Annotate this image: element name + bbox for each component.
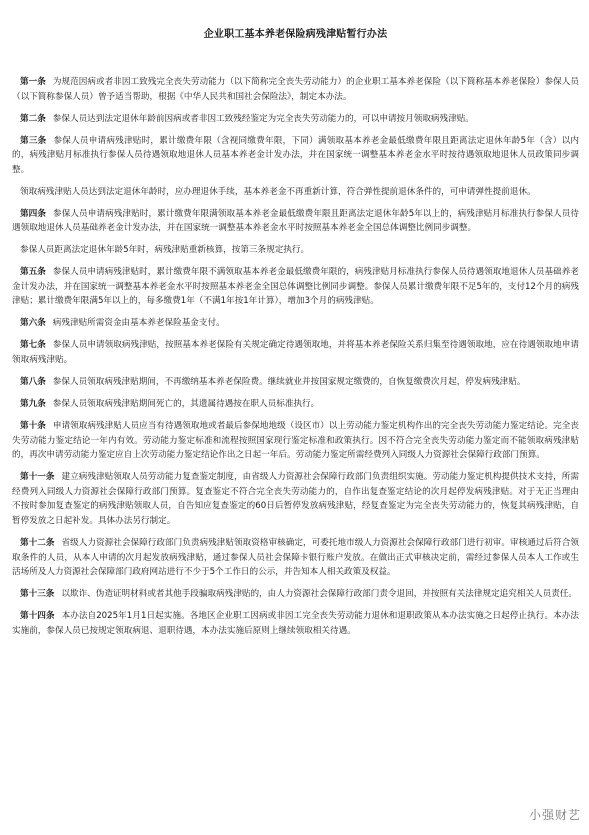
article-paragraph — [12, 397, 579, 412]
document-title: 企业职工基本养老保险病残津贴暂行办法 — [203, 29, 388, 40]
article-text: 领取病残津贴人员达到法定退休年龄时，应办理退休手续，基本养老金不再重新计算，符合弹性提前退休条件的，可申请弹性提前退休。 — [20, 186, 536, 197]
article-paragraph — [12, 338, 579, 367]
article-text: 参保人员领取病残津贴期间，不再缴纳基本养老保险费。继续就业并按国家规定缴费的，自恢复缴费次月起，停发病残津贴。 — [52, 377, 526, 388]
article-number: 第十二条 — [20, 537, 55, 548]
article-paragraph — [12, 536, 579, 580]
article-paragraph — [12, 134, 579, 178]
article-text: 参保人员申请病残津贴时，累计缴费年限不满领取基本养老金最低缴费年限的，病残津贴月标准执行参保人员待遇领取地退休人员基础养老金计发办法，并在国家统一调整基本养老金水平时按照基本养老金全国总体调整比例同步调整。参保人员累计缴费年限不足5年的，支付12个月的病残津贴；累计缴费年限满5年以上的，每多缴费1年（不满1年按1年计算），增加3个月的病残津贴。 — [12, 267, 579, 307]
article-paragraph — [12, 207, 579, 236]
article-paragraph — [12, 316, 579, 331]
article-number: 第十四条 — [20, 611, 55, 622]
article-paragraph — [12, 609, 579, 638]
article-text: 建立病残津贴领取人员劳动能力复查鉴定制度，由省级人力资源社会保障行政部门负责组织实施。劳动能力鉴定机构提供技术支持，所需经费列入同级人力资源社会保障行政部门预算。复查鉴定不符合完全丧失劳动能力的，自作出复查鉴定结论的次月起停发病残津贴。对于无正当理由不按时参加复查鉴定的病残津贴领取人员，自告知应复查鉴定的60日后暂停发放病残津贴，经复查鉴定为完全丧失劳动能力的，恢复其病残津贴，自暂停发放之日起补发。具体办法另行制定。 — [12, 472, 579, 526]
article-text: 为规范因病或者非因工致残完全丧失劳动能力（以下简称完全丧失劳动能力）的企业职工基本养老保险（以下简称基本养老保险）参保人员（以下简称参保人员）曾予适当帮助，根据《中华人民共和国社会保险法》，制定本办法。 — [12, 77, 579, 102]
article-text: 申请领取病残津贴人员应当有待遇领取地或者最后参保地地级（设区市）以上劳动能力鉴定机构作出的完全丧失劳动能力鉴定结论。完全丧失劳动能力鉴定结论一年内有效。劳动能力鉴定标准和流程按照国家现行鉴定标准和政策执行。因不符合完全丧失劳动能力鉴定而不能领取病残津贴的，再次申请劳动能力鉴定应自上次劳动能力鉴定结论作出之日起一年后。劳动能力鉴定所需经费列入同级人力资源社会保障行政部门预算。 — [12, 420, 579, 461]
article-number: 第十一条 — [20, 472, 55, 483]
article-text: 本办法自2025年1月1日起实施。各地区企业职工因病或非因工完全丧失劳动能力退休和退职政策从本办法实施之日起停止执行。本办法实施前，参保人员已按规定领取病退、退职待遇，本办法实施后原则上继续领取相关待遇。 — [12, 611, 579, 636]
article-number: 第九条 — [20, 399, 46, 409]
article-paragraph — [12, 185, 579, 200]
article-paragraph — [12, 375, 579, 390]
article-text: 参保人员申请病残津贴时，累计缴费年限（含视同缴费年限，下同）满领取基本养老金最低缴费年限且距离法定退休年龄5年（含）以内的，病残津贴月标准执行参保人员待遇领取地退休人员基本养老金计发办法，并在国家统一调整基本养老金水平时按待遇领取地退休人员政策同步调整。 — [12, 135, 579, 175]
article-number: 第六条 — [20, 318, 46, 329]
article-paragraph — [12, 587, 579, 602]
article-number: 第四条 — [20, 208, 47, 219]
article-text: 参保人员达到法定退休年龄前因病或者非因工致残经鉴定为完全丧失劳动能力的，可以申请按月领取病残津贴。 — [52, 113, 474, 124]
article-paragraph — [12, 470, 579, 528]
article-number: 第一条 — [20, 77, 46, 87]
article-text: 以欺诈、伪造证明材料或者其他手段骗取病残津贴的，由人力资源社会保障行政部门责令退回，并按照有关法律规定追究相关人员责任。 — [61, 589, 578, 600]
article-text: 省级人力资源社会保障行政部门负责病残津贴领取资格审核确定，可委托地市级人力资源社会保障行政部门进行初审。审核通过后符合领取条件的人员，从本人申请的次月起发放病残津贴，通过参保人员社会保障卡银行账户发放。在做出正式审核决定前，需经过参保人员本人工作或生活场所及人力资源社会保障部门政府网站进行不少于5个工作日的公示，并告知本人相关政策及权益。 — [12, 537, 579, 578]
article-text: 病残津贴所需资金由基本养老保险基金支付。 — [52, 318, 225, 329]
article-text: 参保人员距离法定退休年龄5年时，病残津贴重新核算，按第三条规定执行。 — [20, 245, 310, 256]
article-paragraph — [12, 265, 579, 309]
watermark: 小强财艺 — [528, 808, 581, 822]
article-number: 第五条 — [20, 267, 46, 278]
article-paragraph — [12, 75, 579, 104]
article-paragraph — [12, 112, 579, 127]
article-number: 第二条 — [20, 113, 46, 124]
article-text: 参保人员申请病残津贴时，累计缴费年限满领取基本养老金最低缴费年限且距离法定退休年龄5年以上的，病残津贴月标准执行参保人员待遇领取地退休人员基础养老金计发办法，并在国家统一调整基本养老金水平时按照基本养老金全国总体调整比例同步调整。 — [12, 208, 579, 234]
article-text: 参保人员领取病残津贴期间死亡的，其遗属待遇按在职人员标准执行。 — [52, 399, 320, 409]
article-text: 参保人员申请领取病残津贴，按照基本养老保险有关规定确定待遇领取地，并将基本养老保险关系归集至待遇领取地，应在待遇领取地申请领取病残津贴。 — [12, 340, 579, 366]
article-number: 第十三条 — [20, 589, 55, 600]
article-number: 第七条 — [20, 340, 46, 351]
article-paragraph — [12, 243, 579, 258]
document-body — [12, 75, 579, 638]
article-number: 第八条 — [20, 377, 46, 388]
article-number: 第十条 — [20, 420, 46, 431]
article-paragraph — [12, 419, 579, 463]
article-number: 第三条 — [20, 135, 47, 146]
